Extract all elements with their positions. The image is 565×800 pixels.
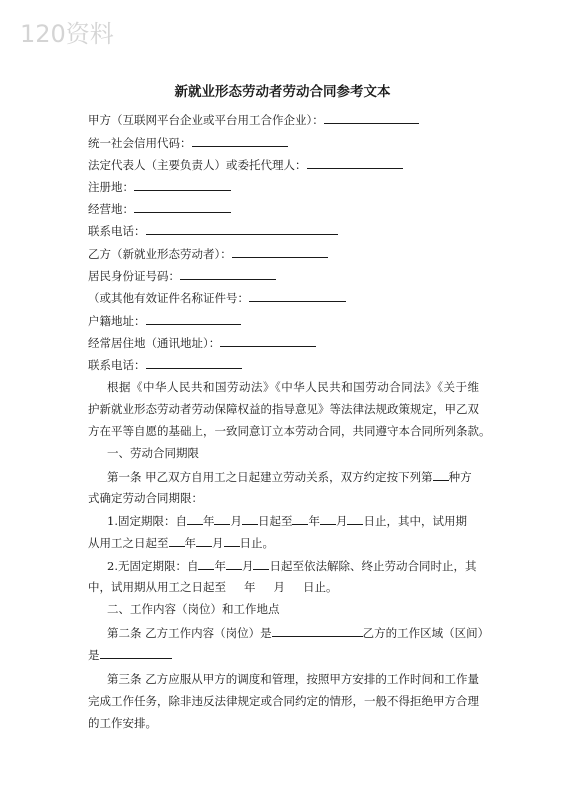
article-text: 是 xyxy=(88,648,100,662)
fill-blank[interactable] xyxy=(134,178,231,191)
fill-blank[interactable] xyxy=(253,557,269,570)
term-text: 日起至 xyxy=(257,514,293,528)
document-title: 新就业形态劳动者劳动合同参考文本 xyxy=(174,84,391,100)
field-biz-address xyxy=(88,200,231,217)
watermark: 120资料 xyxy=(20,20,114,48)
article-text: 第一条 甲乙双方自用工之日起建立劳动关系，双方约定按下列第 xyxy=(107,470,433,484)
term-text: 月 xyxy=(273,580,285,594)
nonfixed-probation-line xyxy=(88,579,338,595)
fill-blank[interactable] xyxy=(146,356,242,369)
term-label: 1.固定期限： xyxy=(107,514,176,528)
fill-blank[interactable] xyxy=(192,134,288,147)
article-3-line: 的工作安排。 xyxy=(88,716,157,730)
fill-blank[interactable] xyxy=(307,156,403,169)
fill-blank[interactable] xyxy=(146,312,241,325)
section-heading: 一、劳动合同期限 xyxy=(107,446,199,460)
field-label: 经常居住地（通讯地址）： xyxy=(88,336,221,350)
fill-blank[interactable] xyxy=(224,534,240,547)
fill-blank[interactable] xyxy=(187,512,203,525)
fill-blank[interactable] xyxy=(242,512,258,525)
term-text: 年 xyxy=(308,514,320,528)
fill-blank[interactable] xyxy=(347,512,363,525)
fill-blank[interactable] xyxy=(134,200,231,213)
article-1-line: 式确定劳动合同期限： xyxy=(88,491,203,505)
article-1-line xyxy=(107,468,472,485)
term-text: 年 xyxy=(184,536,196,550)
field-id-number xyxy=(88,267,276,284)
field-legal-rep xyxy=(88,156,403,173)
term-text: 从用工之日起至 xyxy=(88,536,169,550)
field-label: 法定代表人（主要负责人）或委托代理人： xyxy=(88,158,307,172)
nonfixed-term-line xyxy=(107,557,476,574)
field-party-a xyxy=(88,111,419,128)
fill-blank[interactable] xyxy=(169,534,185,547)
fill-blank[interactable] xyxy=(433,468,449,481)
term-text: 月 xyxy=(230,514,242,528)
field-phone-b xyxy=(88,356,242,373)
term-text: 年 xyxy=(244,580,256,594)
field-household-address xyxy=(88,312,241,329)
fill-blank[interactable] xyxy=(226,557,242,570)
field-other-id xyxy=(88,289,346,306)
article-text: 乙方的工作区域（区间） xyxy=(362,626,490,640)
term-text: 日起至依法解除、终止劳动合同时止，其 xyxy=(269,559,477,573)
field-label: 甲方（互联网平台企业或平台用工合作企业）： xyxy=(88,113,324,127)
fixed-term-probation-line xyxy=(88,534,274,551)
field-residence-address xyxy=(88,334,316,351)
fill-blank[interactable] xyxy=(272,624,363,637)
field-label: 联系电话： xyxy=(88,224,146,238)
term-text: 日止。 xyxy=(239,536,274,550)
term-label: 2.无固定期限： xyxy=(107,559,187,573)
article-text: 第二条 乙方工作内容（岗位）是 xyxy=(107,626,272,640)
term-text: 月 xyxy=(241,559,254,573)
term-text: 月 xyxy=(212,536,224,550)
field-label: 乙方（新就业形态劳动者）： xyxy=(88,247,232,261)
fill-blank[interactable] xyxy=(320,512,336,525)
fill-blank[interactable] xyxy=(146,222,338,235)
fill-blank[interactable] xyxy=(198,557,214,570)
fill-blank[interactable] xyxy=(220,334,316,347)
article-3-line: 完成工作任务，除非违反法律规定或合同约定的情形，一般不得拒绝甲方合理 xyxy=(88,694,479,708)
article-text: 种方 xyxy=(448,470,472,484)
fill-blank[interactable] xyxy=(232,245,328,258)
section-heading: 二、工作内容（岗位）和工作地点 xyxy=(107,602,280,616)
fill-blank[interactable] xyxy=(214,512,230,525)
term-text: 自 xyxy=(186,559,199,573)
fill-blank[interactable] xyxy=(180,267,276,280)
field-credit-code xyxy=(88,134,288,151)
field-party-b xyxy=(88,245,328,262)
term-text: 自 xyxy=(175,514,187,528)
fill-blank[interactable] xyxy=(249,289,346,302)
field-label: 注册地： xyxy=(88,180,134,194)
fill-blank[interactable] xyxy=(324,111,419,124)
article-2-line xyxy=(88,646,172,663)
field-phone-a xyxy=(88,222,338,239)
term-text: 月 xyxy=(335,514,348,528)
fill-blank[interactable] xyxy=(196,534,212,547)
field-label: 统一社会信用代码： xyxy=(88,136,192,150)
term-text: 日止，其中，试用期 xyxy=(363,514,467,528)
fill-blank[interactable] xyxy=(292,512,308,525)
preamble-line: 根据《中华人民共和国劳动法》《中华人民共和国劳动合同法》《关于维 xyxy=(107,380,479,394)
preamble-line: 护新就业形态劳动者劳动保障权益的指导意见》等法律法规政策规定，甲乙双 xyxy=(88,402,479,416)
field-label: （或其他有效证件名称证件号： xyxy=(88,291,249,305)
field-label: 联系电话： xyxy=(88,358,146,372)
term-text: 年 xyxy=(202,514,215,528)
field-label: 经营地： xyxy=(88,202,134,216)
term-text: 年 xyxy=(214,559,226,573)
fixed-term-line xyxy=(107,512,467,529)
preamble-line: 方在平等自愿的基础上，一致同意订立本劳动合同，共同遵守本合同所列条款。 xyxy=(88,424,491,438)
term-text: 中，试用期从用工之日起至 xyxy=(88,580,226,594)
fill-blank[interactable] xyxy=(100,646,172,659)
field-reg-address xyxy=(88,178,231,195)
article-3-line: 第三条 乙方应服从甲方的调度和管理，按照甲方安排的工作时间和工作量 xyxy=(107,672,479,686)
term-text: 日止。 xyxy=(303,580,338,594)
field-label: 居民身份证号码： xyxy=(88,269,180,283)
article-2-line xyxy=(107,624,489,641)
field-label: 户籍地址： xyxy=(88,314,146,328)
